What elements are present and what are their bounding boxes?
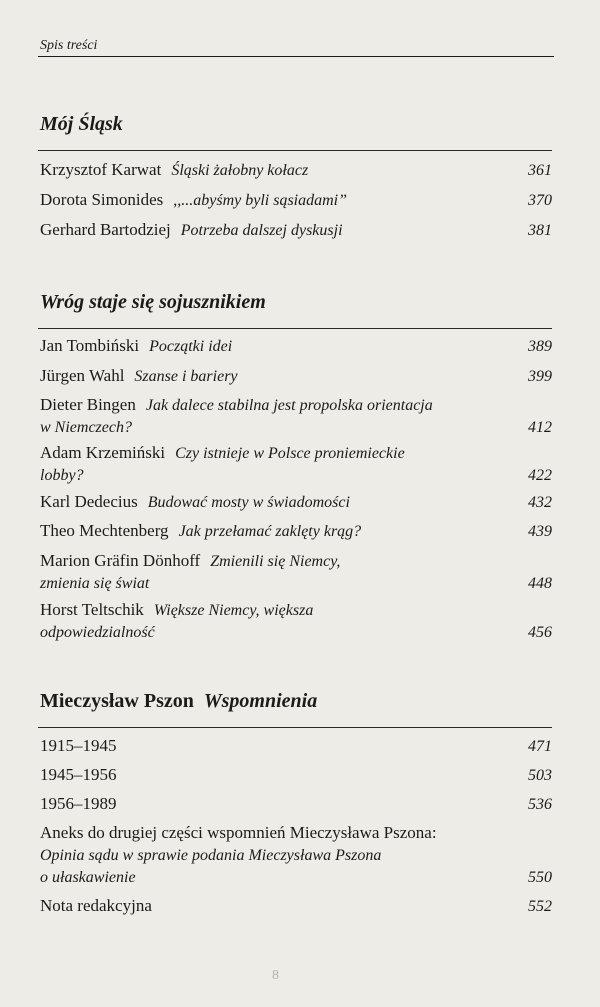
entry-author: Horst Teltschik	[40, 600, 144, 619]
toc-entry	[40, 551, 552, 593]
toc-entry	[40, 160, 552, 180]
entry-title-continued: lobby?	[40, 467, 84, 484]
entry-label: 1956–1989	[40, 794, 117, 813]
entry-author: Jan Tombiński	[40, 336, 140, 355]
entry-page: 389	[528, 338, 552, 355]
entry-label: 1915–1945	[40, 736, 117, 755]
toc-entry	[40, 395, 552, 437]
entry-author: Dieter Bingen	[40, 395, 136, 414]
entry-title-continued: odpowiedzialność	[40, 624, 155, 641]
section-title-wspomnienia	[40, 690, 552, 713]
toc-entry	[40, 521, 552, 541]
running-head: Spis treści	[40, 38, 98, 53]
entry-page: 399	[528, 368, 552, 385]
entry-author: Krzysztof Karwat	[40, 160, 162, 179]
entry-title-continued: w Niemczech?	[40, 419, 132, 436]
entry-author: Gerhard Bartodziej	[40, 220, 171, 239]
toc-entry-annex	[40, 823, 552, 887]
toc-entry	[40, 366, 552, 386]
entry-title: Zmienili się Niemcy,	[210, 553, 341, 570]
entry-author: Adam Krzemiński	[40, 443, 166, 462]
entry-title: Budować mosty w świadomości	[147, 494, 350, 511]
annex-title: Opinia sądu w sprawie podania Mieczysława Pszona	[40, 847, 382, 864]
section-rule	[38, 150, 552, 151]
entry-title: Potrzeba dalszej dyskusji	[180, 222, 343, 239]
section-rule	[38, 727, 552, 728]
entry-title: Czy istnieje w Polsce proniemieckie	[175, 445, 405, 462]
memoir-author: Mieczysław Pszon	[40, 690, 194, 712]
entry-page: 439	[528, 523, 552, 540]
entry-author: Theo Mechtenberg	[40, 521, 169, 540]
toc-entry	[40, 794, 552, 814]
entry-title: Większe Niemcy, większa	[153, 602, 314, 619]
entry-title: Jak dalece stabilna jest propolska orientacja	[145, 397, 433, 414]
memoir-title: Wspomnienia	[203, 690, 318, 712]
entry-title: ,,...abyśmy byli sąsiadami”	[173, 192, 348, 209]
section-title-wrog: Wróg staje się sojusznikiem	[40, 291, 266, 313]
entry-author: Karl Dedecius	[40, 492, 138, 511]
toc-entry	[40, 220, 552, 240]
toc-entry	[40, 765, 552, 785]
annex-title-continued: o ułaskawienie	[40, 869, 136, 886]
entry-title: Szanse i bariery	[134, 368, 238, 385]
entry-title: Jak przełamać zaklęty krąg?	[178, 523, 362, 540]
header-rule	[38, 56, 554, 57]
entry-title: Śląski żałobny kołacz	[171, 162, 309, 179]
entry-page: 412	[528, 419, 552, 436]
entry-label: 1945–1956	[40, 765, 117, 784]
entry-page: 422	[528, 467, 552, 484]
entry-page: 432	[528, 494, 552, 511]
entry-page: 503	[528, 767, 552, 784]
toc-entry	[40, 492, 552, 512]
section-title-moj-slask: Mój Śląsk	[40, 113, 123, 135]
toc-entry	[40, 736, 552, 756]
toc-entry	[40, 336, 552, 356]
toc-entry	[40, 443, 552, 485]
entry-page: 448	[528, 575, 552, 592]
entry-page: 552	[528, 898, 552, 915]
entry-page: 471	[528, 738, 552, 755]
entry-author: Jürgen Wahl	[40, 366, 125, 385]
page-number: 8	[272, 968, 279, 983]
entry-page: 550	[528, 869, 552, 886]
entry-page: 536	[528, 796, 552, 813]
annex-heading: Aneks do drugiej części wspomnień Mieczysława Pszona:	[40, 823, 437, 842]
entry-page: 456	[528, 624, 552, 641]
section-rule	[38, 328, 552, 329]
toc-entry	[40, 896, 552, 916]
entry-label: Nota redakcyjna	[40, 896, 152, 915]
entry-page: 361	[528, 162, 552, 179]
entry-title-continued: zmienia się świat	[40, 575, 150, 592]
entry-author: Marion Gräfin Dönhoff	[40, 551, 201, 570]
entry-author: Dorota Simonides	[40, 190, 164, 209]
toc-entry	[40, 190, 552, 210]
entry-page: 381	[528, 222, 552, 239]
toc-entry	[40, 600, 552, 642]
entry-page: 370	[528, 192, 552, 209]
entry-title: Początki idei	[149, 338, 233, 355]
